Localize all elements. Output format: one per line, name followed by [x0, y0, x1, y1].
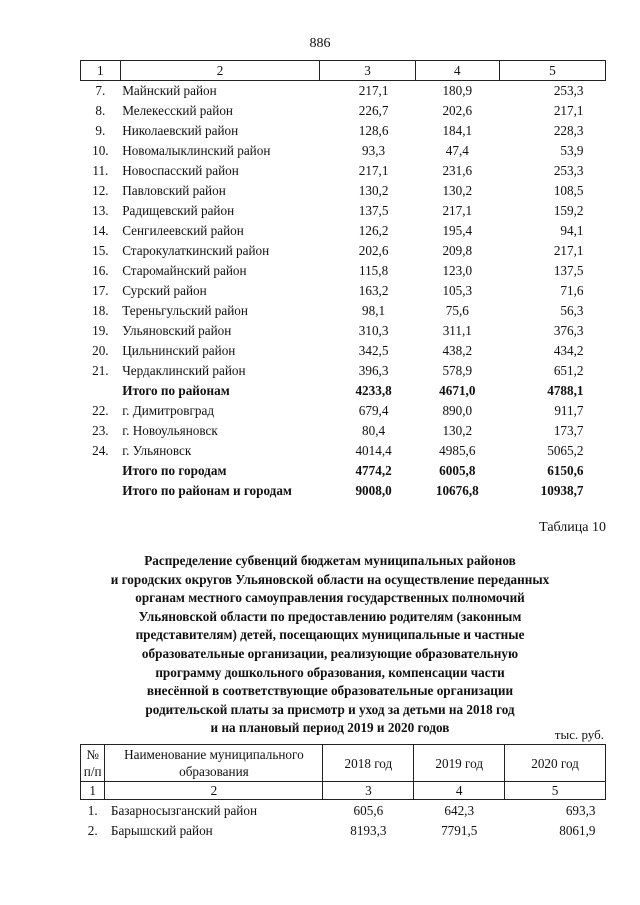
unit-label: тыс. руб. [554, 727, 604, 742]
row-name: Цильнинский район [122, 343, 236, 358]
row-number: 13. [92, 203, 109, 218]
table-row [81, 181, 606, 201]
row-number: 23. [92, 423, 109, 438]
value-2019: 4671,0 [439, 383, 476, 398]
value-2020: 4788,1 [547, 383, 584, 398]
table-row [81, 261, 606, 281]
value-2020: 228,3 [553, 123, 584, 138]
row-name: Тереньгульский район [122, 303, 248, 318]
value-2018: 605,6 [353, 802, 384, 818]
value-2018: 342,5 [358, 343, 389, 358]
value-2019: 7791,5 [441, 822, 478, 838]
caption-line: органам местного самоуправления государственных полномочий [135, 590, 525, 606]
row-name: Новоспасский район [122, 163, 239, 178]
column-number: 5 [499, 61, 605, 81]
table-row [81, 101, 606, 121]
value-2019: 217,1 [442, 203, 473, 218]
value-2019: 578,9 [442, 363, 473, 378]
value-2020: 137,5 [553, 263, 584, 278]
allocation-table-10 [80, 744, 606, 840]
column-number-row [81, 61, 606, 81]
value-2018: 126,2 [358, 223, 389, 238]
table-row [81, 321, 606, 341]
row-number: 12. [92, 183, 109, 198]
value-2020: 693,3 [565, 802, 596, 818]
value-2019: 4985,6 [439, 443, 476, 458]
header-year-2019: 2019 год [414, 745, 505, 782]
caption-line: родительской платы за присмотр и уход за детьми на 2018 год [145, 701, 515, 717]
value-2018: 9008,0 [355, 483, 392, 498]
table-row [81, 361, 606, 381]
row-number [81, 461, 121, 481]
table-row [81, 800, 606, 821]
value-2020: 53,9 [560, 143, 584, 158]
value-2018: 226,7 [358, 103, 389, 118]
value-2020: 5065,2 [547, 443, 584, 458]
table-row [81, 341, 606, 361]
header-row [81, 745, 606, 782]
table-row [81, 241, 606, 261]
value-2019: 180,9 [442, 83, 473, 98]
column-number: 1 [81, 782, 105, 800]
value-2019: 195,4 [442, 223, 473, 238]
column-number: 3 [320, 61, 415, 81]
value-2019: 202,6 [442, 103, 473, 118]
table-row [81, 221, 606, 241]
column-number: 5 [505, 782, 606, 800]
value-2019: 105,3 [442, 283, 473, 298]
value-2019: 123,0 [442, 263, 473, 278]
caption-line: и городских округов Ульяновской области на осуществление переданных [110, 571, 550, 587]
page-number: 886 [309, 36, 331, 51]
row-name: Майнский район [122, 83, 217, 98]
column-number: 4 [415, 61, 499, 81]
table-row [81, 121, 606, 141]
row-name: Сенгилеевский район [122, 223, 244, 238]
row-name: Итого по районам и городам [122, 483, 292, 498]
value-2018: 130,2 [358, 183, 389, 198]
value-2019: 890,0 [442, 403, 473, 418]
row-name: Базарносызганский район [110, 802, 258, 818]
value-2020: 6150,6 [547, 463, 584, 478]
row-number: 7. [95, 83, 106, 98]
row-number [81, 481, 121, 501]
row-name: Ульяновский район [122, 323, 232, 338]
value-2020: 253,3 [553, 83, 584, 98]
value-2020: 173,7 [553, 423, 584, 438]
table-caption [60, 552, 600, 738]
table-label: Таблица 10 [539, 520, 606, 535]
value-2018: 310,3 [358, 323, 389, 338]
table-row [81, 281, 606, 301]
value-2020: 376,3 [553, 323, 584, 338]
row-name: Итого по городам [122, 463, 227, 478]
row-number: 16. [92, 263, 109, 278]
value-2019: 209,8 [442, 243, 473, 258]
value-2018: 93,3 [362, 143, 386, 158]
value-2018: 4774,2 [355, 463, 392, 478]
caption-line: Распределение субвенций бюджетам муниципальных районов [144, 553, 516, 568]
value-2019: 438,2 [442, 343, 473, 358]
row-number: 20. [92, 343, 109, 358]
row-number: 10. [92, 143, 109, 158]
allocation-table-continued [80, 60, 606, 501]
value-2018: 80,4 [362, 423, 386, 438]
value-2019: 184,1 [442, 123, 473, 138]
value-2020: 434,2 [553, 343, 584, 358]
column-number: 3 [323, 782, 414, 800]
value-2018: 217,1 [358, 83, 389, 98]
value-2018: 98,1 [362, 303, 386, 318]
row-number: 17. [92, 283, 109, 298]
caption-line: представителям) детей, посещающих муниципальные и частные [135, 627, 525, 643]
value-2020: 651,2 [553, 363, 584, 378]
table-row [81, 81, 606, 102]
row-number: 2. [87, 822, 98, 838]
value-2019: 6005,8 [439, 463, 476, 478]
row-number: 1. [87, 802, 98, 818]
row-name: Итого по районам [122, 383, 230, 398]
value-2018: 128,6 [358, 123, 389, 138]
value-2020: 8061,9 [559, 822, 596, 838]
value-2020: 911,7 [554, 403, 584, 418]
table-row [81, 481, 606, 501]
value-2018: 679,4 [358, 403, 389, 418]
value-2019: 130,2 [442, 423, 473, 438]
table-row [81, 301, 606, 321]
table-row [81, 201, 606, 221]
value-2020: 71,6 [560, 283, 584, 298]
table-row [81, 421, 606, 441]
row-number: 15. [92, 243, 109, 258]
header-num: № п/п [81, 745, 105, 782]
table-row [81, 461, 606, 481]
row-name: Павловский район [122, 183, 226, 198]
table-row [81, 141, 606, 161]
value-2020: 253,3 [553, 163, 584, 178]
row-name: Мелекесский район [122, 103, 233, 118]
value-2019: 75,6 [445, 303, 469, 318]
column-number-row [81, 782, 606, 800]
caption-line: образовательные организации, реализующие образовательную [141, 645, 519, 661]
row-name: Барышский район [110, 822, 213, 838]
row-name: Николаевский район [122, 123, 239, 138]
value-2020: 217,1 [553, 103, 584, 118]
value-2019: 47,4 [445, 143, 469, 158]
value-2018: 202,6 [358, 243, 389, 258]
value-2020: 10938,7 [540, 483, 584, 498]
row-number: 21. [92, 363, 109, 378]
row-number: 18. [92, 303, 109, 318]
table-row [81, 820, 606, 840]
value-2020: 108,5 [553, 183, 584, 198]
caption-line: Ульяновской области по предоставлению родителям (законным [138, 608, 522, 624]
table-row [81, 401, 606, 421]
table-row [81, 381, 606, 401]
value-2018: 4014,4 [355, 443, 392, 458]
column-number: 4 [414, 782, 505, 800]
column-number: 2 [120, 61, 320, 81]
row-name: Сурский район [122, 283, 207, 298]
value-2019: 231,6 [442, 163, 473, 178]
row-name: г. Димитровград [122, 403, 215, 418]
column-number: 1 [81, 61, 121, 81]
row-number: 9. [95, 123, 106, 138]
row-name: Новомалыклинский район [122, 143, 271, 158]
row-number [81, 381, 121, 401]
value-2019: 130,2 [442, 183, 473, 198]
row-name: Чердаклинский район [122, 363, 246, 378]
table-row [81, 161, 606, 181]
row-number: 19. [92, 323, 109, 338]
value-2019: 642,3 [444, 802, 475, 818]
table-row [81, 441, 606, 461]
row-number: 11. [92, 163, 109, 178]
header-year-2018: 2018 год [323, 745, 414, 782]
row-name: Радищевский район [122, 203, 235, 218]
row-name: Старокулаткинский район [122, 243, 270, 258]
row-number: 22. [92, 403, 109, 418]
value-2018: 217,1 [358, 163, 389, 178]
caption-line: внесённой в соответствующие образовательные организации [146, 683, 514, 699]
caption-line: программу дошкольного образования, компенсации части [155, 664, 505, 680]
row-number: 8. [95, 103, 106, 118]
value-2019: 311,1 [442, 323, 472, 338]
value-2020: 159,2 [553, 203, 584, 218]
value-2018: 8193,3 [350, 822, 387, 838]
column-number: 2 [105, 782, 323, 800]
header-name: Наименование муниципального образования [105, 745, 323, 782]
row-name: г. Новоульяновск [122, 423, 218, 438]
value-2020: 56,3 [560, 303, 584, 318]
value-2018: 163,2 [358, 283, 389, 298]
caption-line: и на плановый период 2019 и 2020 годов [210, 720, 450, 736]
row-number: 24. [92, 443, 109, 458]
value-2018: 4233,8 [355, 383, 392, 398]
value-2018: 396,3 [358, 363, 389, 378]
value-2018: 137,5 [358, 203, 389, 218]
row-name: Старомайнский район [122, 263, 247, 278]
value-2019: 10676,8 [435, 483, 479, 498]
value-2018: 115,8 [358, 263, 389, 278]
row-number: 14. [92, 223, 109, 238]
value-2020: 217,1 [553, 243, 584, 258]
row-name: г. Ульяновск [122, 443, 192, 458]
header-year-2020: 2020 год [505, 745, 606, 782]
value-2020: 94,1 [560, 223, 584, 238]
